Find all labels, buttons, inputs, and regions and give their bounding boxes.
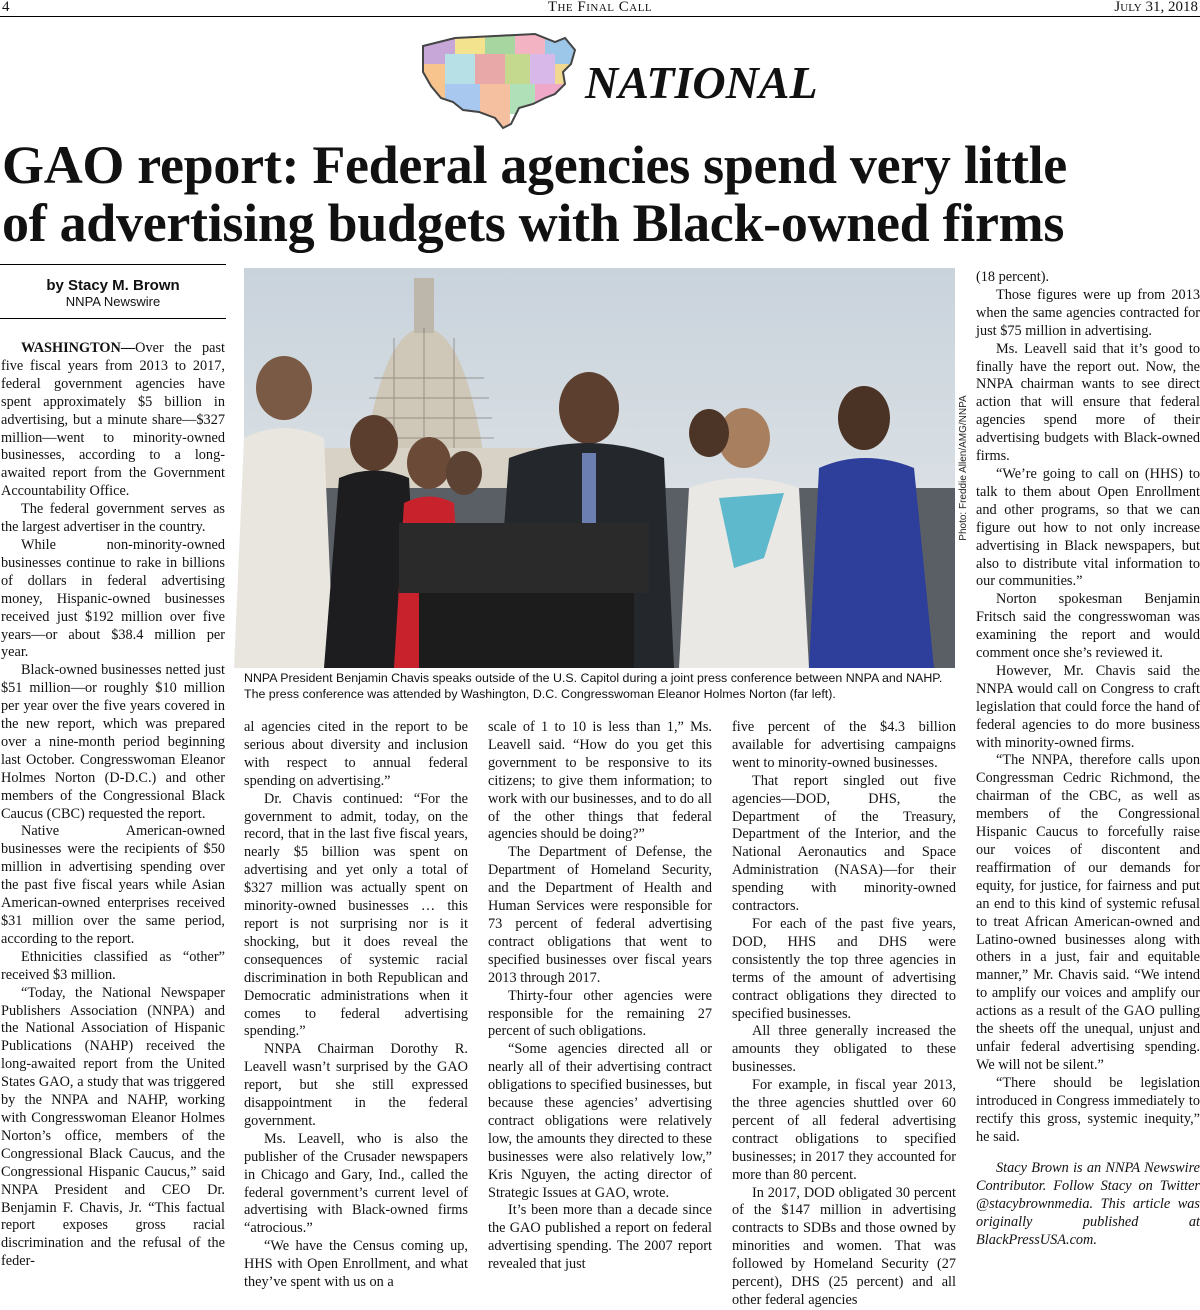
author-signoff: Stacy Brown is an NNPA Newswire Contributor. Follow Stacy on Twitter @stacybrownmedia. This article was originally published at BlackPressUSA.com. [976, 1160, 1200, 1249]
headline-line-2: of advertising budgets with Black-owned firms [2, 193, 1065, 253]
article-paragraph: WASHINGTON—Over the past five fiscal years from 2013 to 2017, federal government agencies have spent approximately $5 billion in advertising, but a minute share—$327 million—went to minority-owned businesses, according to a long-awaited report from the Government Accountability Office. [1, 340, 225, 500]
article-paragraph: For each of the past five years, DOD, HHS and DHS were consistently the top three agencies in terms of the amount of advertising contract obligations they directed to specified businesses. [732, 915, 956, 1022]
byline-author: by Stacy M. Brown [46, 277, 180, 294]
article-paragraph: Dr. Chavis continued: “For the government to admit, today, on the record, that in the last five fiscal years, nearly $5 billion was spent on advertising and yet only a total of $327 million was actually spent on minority-owned businesses … this report is not surprising nor is it shocking, but it does reveal the consequences of systemic racial discrimination in both Republican and Democratic administrations when it comes to federal advertising spending.” [244, 790, 468, 1040]
article-column-3 [488, 719, 712, 1297]
publication-name: The Final Call [547, 0, 653, 15]
article-paragraph: “We have the Census coming up, HHS with Open Enrollment, and what they’ve spent with us on a [244, 1238, 468, 1291]
headline [2, 136, 1198, 252]
article-paragraph: Those figures were up from 2013 when the same agencies contracted for just $75 million in advertising. [976, 286, 1200, 339]
press-conference-photo [244, 268, 955, 668]
article-paragraph: five percent of the $4.3 billion available for advertising campaigns went to minority-owned businesses. [732, 719, 956, 771]
issue-date: July 31, 2018 [1114, 0, 1198, 15]
article-paragraph: The Department of Defense, the Department of Homeland Security, and the Department of Health and Human Services were responsible for 73 percent of federal advertising contract obligations that went to specified businesses over fiscal years 2013 through 2017. [488, 844, 712, 986]
headline-line-1: GAO report: Federal agencies spend very little [2, 135, 1067, 195]
article-paragraph: While non-minority-owned businesses continue to rake in billions of dollars in federal advertising money, Hispanic-owned businesses received just $192 million over five years—or about $38.4 million per year. [1, 536, 225, 661]
article-paragraph: “Some agencies directed all or nearly all of their advertising contract obligations to specified businesses, but because these agencies’ advertising contract obligations were relatively low, the amounts they directed to these businesses were also relatively low,” Kris Nguyen, the acting director of Strategic Issues at GAO, wrote. [488, 1041, 712, 1201]
photo-illustration [244, 268, 955, 668]
byline-rule-bottom [0, 318, 226, 319]
masthead-bar [0, 0, 1200, 17]
article-paragraph: However, Mr. Chavis said the NNPA would call on Congress to craft legislation that could force the hand of federal agencies to do more business with minority-owned firms. [976, 662, 1200, 751]
byline [0, 277, 226, 310]
article-paragraph: Thirty-four other agencies were responsible for the remaining 27 percent of such obligations. [488, 987, 712, 1040]
article-paragraph: That report singled out five agencies—DOD, DHS, the Department of the Treasury, Department of the Interior, and the National Aeronautics and Space Administration (NASA)—for their spending with minority-owned contractors. [732, 772, 956, 915]
article-paragraph: “We’re going to call on (HHS) to talk to them about Open Enrollment and other programs, so that we can figure out how to not only increase advertising in Black newspapers, but also to distribute vital information to our communities.” [976, 465, 1200, 590]
article-paragraph: “The NNPA, therefore calls upon Congressman Cedric Richmond, the chairman of the CBC, as well as members of the Congressional Hispanic Caucus to forcefully raise our voices of discontent and reaffirmation of our demands for equity, for justice, for fairness and put an end to this kind of systemic refusal to treat African American-owned and Latino-owned businesses along with others in a just, fair and equitable manner,” Mr. Chavis said. “We intend to amplify our voices and amplify our actions as a result of the GAO pulling the sheets off the unequal, unjust and unfair federal advertising spending. We will not be silent.” [976, 752, 1200, 1073]
photo-caption: NNPA President Benjamin Chavis speaks outside of the U.S. Capitol during a joint press conference between NNPA and NAHP. The press conference was attended by Washington, D.C. Congresswoman Eleanor Holmes Norton (far left). [244, 671, 943, 701]
article-column-2 [244, 719, 468, 1297]
article-paragraph: al agencies cited in the report to be serious about diversity and inclusion with respect to annual federal spending on advertising.” [244, 719, 468, 789]
article-paragraph: For example, in fiscal year 2013, the three agencies shuttled over 60 percent of all federal advertising contract obligations to specified businesses; in 2017 they accounted for more than 80 percent. [732, 1077, 956, 1183]
article-paragraph: (18 percent). [976, 269, 1050, 285]
article-paragraph: Ethnicities classified as “other” received $3 million. [1, 948, 225, 983]
us-map-icon [415, 24, 585, 134]
article-paragraph: Native American-owned businesses were the recipients of $50 million in advertising spending over the past five fiscal years while Asian American-owned enterprises received $31 million over the same period, according to the report. [1, 823, 225, 947]
article-paragraph: Ms. Leavell said that it’s good to finally have the report out. Now, the NNPA chairman wants to see direct action that will ensure that federal agencies spend more of their advertising budgets with Black-owned firms. [976, 340, 1200, 465]
article-column-4 [732, 719, 956, 1308]
article-paragraph: All three generally increased the amounts they obligated to these businesses. [732, 1023, 956, 1076]
article-paragraph: The federal government serves as the largest advertiser in the country. [1, 501, 225, 536]
article-paragraph: NNPA Chairman Dorothy R. Leavell wasn’t surprised by the GAO report, but she still expressed disappointment in the federal government. [244, 1041, 468, 1129]
photo-credit: Photo: Freddie Allen/AMG/NNPA [958, 395, 969, 541]
section-label: NATIONAL [585, 57, 818, 108]
article-column-5 [976, 269, 1200, 1297]
article-paragraph: In 2017, DOD obligated 30 percent of the $147 million in advertising contracts to SDBs and those owned by minorities and women. That was followed by Homeland Security (27 percent), DHS (25 percent) and all other federal agencies [732, 1184, 956, 1308]
article-paragraph: “Today, the National Newspaper Publishers Association (NNPA) and the National Association of Hispanic Publications (NAHP) received the long-awaited report from the United States GAO, a study that was triggered by the NNPA and NAHP, working with Congresswoman Eleanor Holmes Norton’s office, members of the Congressional Black Caucus, and the Congressional Hispanic Caucus,” said NNPA President and CEO Dr. Benjamin F. Chavis, Jr. “This factual report exposes gross racial discrimination and the refusal of the feder- [1, 984, 225, 1270]
article-paragraph: It’s been more than a decade since the GAO published a report on federal advertising spending. The 2007 report revealed that just [488, 1202, 712, 1273]
byline-rule-top [0, 264, 226, 265]
article-paragraph: scale of 1 to 10 is less than 1,” Ms. Leavell said. “How do you get this government to be responsive to its citizens; to give them information; to work with our businesses, and to do all of the other things that federal agencies should be doing?” [488, 719, 712, 843]
article-column-1 [1, 340, 225, 1296]
article-paragraph: Black-owned businesses netted just $51 million—or roughly $10 million per year over the five years covered in the new report, which was prepared over a nine-month period beginning last October. Congresswoman Eleanor Holmes Norton (D-D.C.) and other members of the Congressional Black Caucus (CBC) requested the report. [1, 662, 225, 822]
article-paragraph: Ms. Leavell, who is also the publisher of the Crusader newspapers in Chicago and Gary, Ind., called the federal government’s current level of advertising with Black-owned firms “atrocious.” [244, 1130, 468, 1237]
page-number: 4 [2, 0, 10, 15]
article-paragraph: Norton spokesman Benjamin Fritsch said the congresswoman was examining the report and would comment once she’s reviewed it. [976, 591, 1200, 662]
byline-source: NNPA Newswire [65, 294, 161, 309]
section-header [415, 24, 818, 134]
dateline: WASHINGTON— [21, 340, 136, 356]
article-paragraph: “There should be legislation introduced in Congress immediately to rectify this gross, systemic inequity,” he said. [976, 1074, 1200, 1145]
